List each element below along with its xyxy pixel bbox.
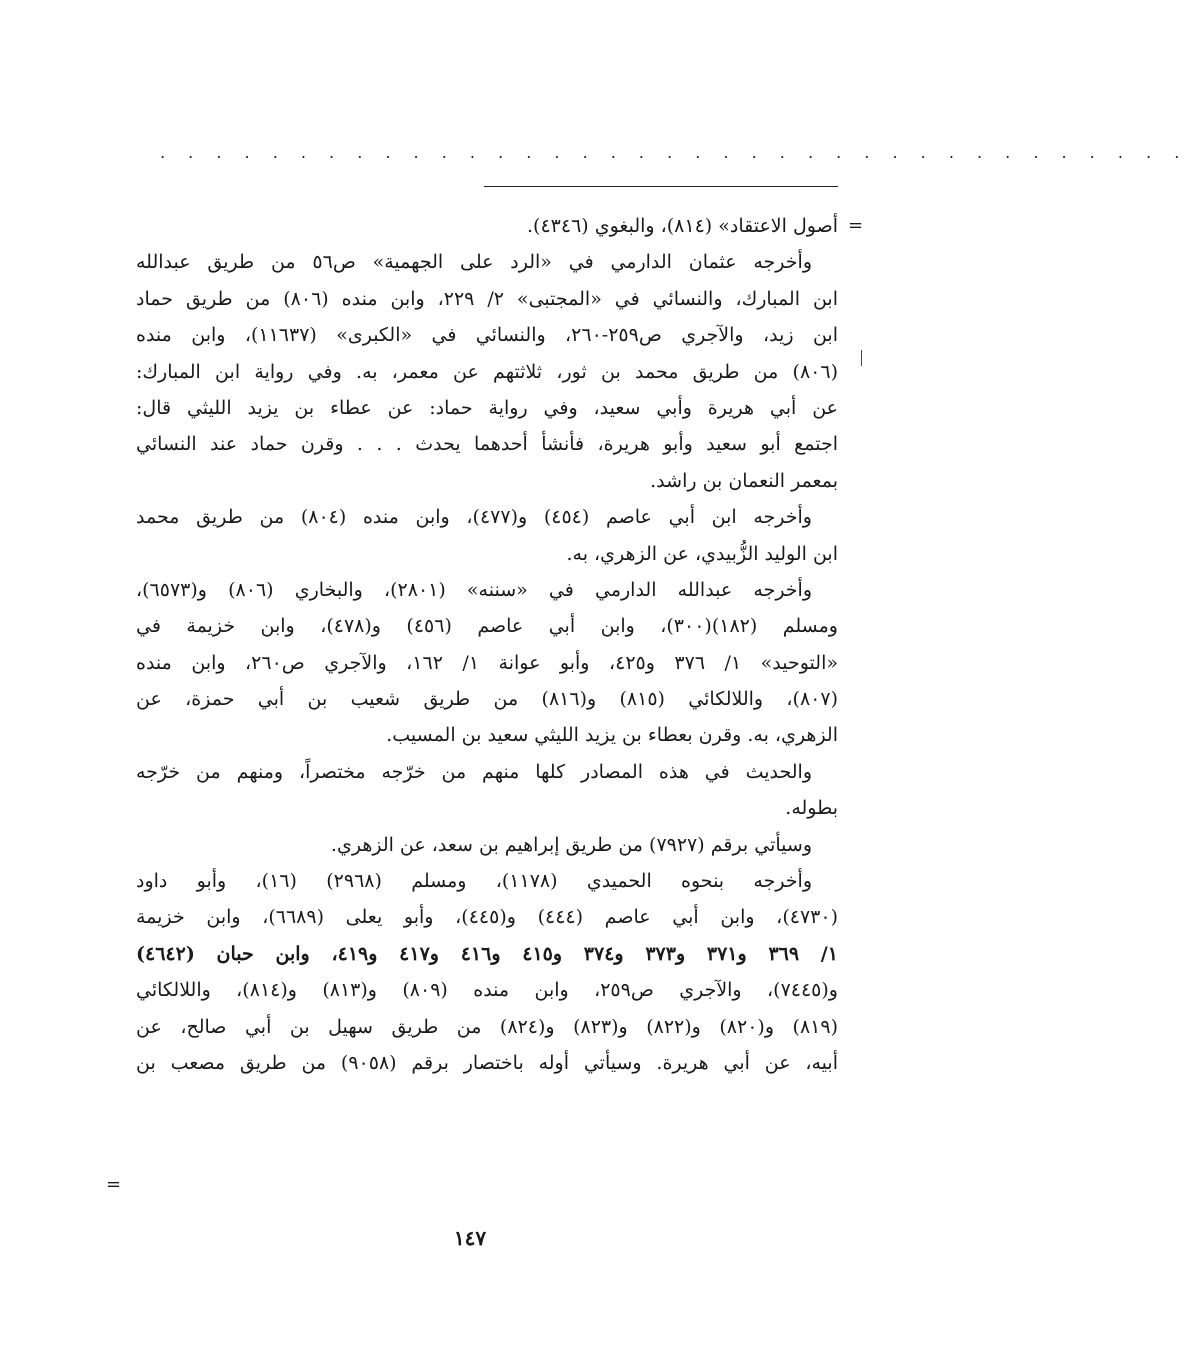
text-line: ابن المبارك، والنسائي في «المجتبى» ٢/ ٢٢٩، وابن منده (٨٠٦) من طريق حماد: [136, 287, 838, 310]
text-line: وسيأتي برقم (٧٩٢٧) من طريق إبراهيم بن سعد، عن الزهري.: [330, 833, 812, 856]
text-line: عن أبي هريرة وأبي سعيد، وفي رواية حماد: عن عطاء بن يزيد الليثي قال:: [136, 396, 838, 419]
continuation-mark-top: =: [848, 215, 864, 236]
text-line: وأخرجه عثمان الدارمي في «الرد على الجهمية» ص٥٦ من طريق عبدالله: [136, 251, 812, 274]
text-line: ومسلم (١٨٢)(٣٠٠)، وابن أبي عاصم (٤٥٦) و(٤٧٨)، وابن خزيمة في: [136, 615, 838, 638]
footnote-rule: [484, 186, 838, 187]
text-line: أصول الاعتقاد» (٨١٤)، والبغوي (٤٣٤٦).: [527, 215, 838, 237]
text-line: (٨٠٦) من طريق محمد بن ثور، ثلاثتهم عن معمر، به. وفي رواية ابن المبارك:: [136, 360, 838, 383]
text-line: ابن الوليد الزُّبيدي، عن الزهري، به.: [566, 542, 838, 565]
text-line: ابن زيد، والآجري ص٢٥٩-٢٦٠، والنسائي في «الكبرى» (١١٦٣٧)، وابن منده: [136, 324, 838, 347]
text-line: بمعمر النعمان بن راشد.: [650, 469, 838, 492]
text-line: (٨٠٧)، واللالكائي (٨١٥) و(٨١٦) من طريق شعيب بن أبي حمزة، عن: [136, 688, 838, 711]
text-line: الزهري، به. وقرن بعطاء بن يزيد الليثي سعيد بن المسيب.: [386, 724, 838, 747]
footnote-text: [136, 208, 838, 1081]
text-line: (٨١٩) و(٨٢٠) و(٨٢٢) و(٨٢٣) و(٨٢٤) من طريق سهيل بن أبي صالح، عن: [136, 1015, 838, 1038]
text-line: اجتمع أبو سعيد وأبو هريرة، فأنشأ أحدهما يحدث . . . وقرن حماد عند النسائي: [136, 433, 838, 456]
continuation-mark-bottom: =: [106, 1174, 122, 1195]
text-line: و(٧٤٤٥)، والآجري ص٢٥٩، وابن منده (٨٠٩) و(٨١٣) و(٨١٤)، واللالكائي: [136, 979, 838, 1002]
text-line: وأخرجه عبدالله الدارمي في «سننه» (٢٨٠١)، والبخاري (٨٠٦) و(٦٥٧٣)،: [136, 578, 813, 601]
margin-mark: [861, 350, 862, 366]
text-line: «التوحيد» ١/ ٣٧٦ و٤٢٥، وأبو عوانة ١/ ١٦٢، والآجري ص٢٦٠، وابن منده: [136, 651, 838, 674]
text-line: والحديث في هذه المصادر كلها منهم من خرّجه مختصراً، ومنهم من خرّجه: [136, 760, 812, 783]
text-line: ١/ ٣٦٩ و٣٧١ و٣٧٣ و٣٧٤ و٤١٥ و٤١٦ و٤١٧ و٤١٩، وابن حبان (٤٦٤٢): [136, 942, 838, 965]
page-number: ١٤٧: [453, 1226, 487, 1250]
text-line: وأخرجه بنحوه الحميدي (١١٧٨)، ومسلم (٢٩٦٨) (١٦)، وأبو داود: [136, 870, 813, 893]
text-line: بطوله.: [785, 797, 838, 820]
text-line: وأخرجه ابن أبي عاصم (٤٥٤) و(٤٧٧)، وابن منده (٨٠٤) من طريق محمد: [136, 506, 812, 529]
separator-dots: . . . . . . . . . . . . . . . . . . . . . . . . . . . . . . . . . . . . .: [160, 143, 1188, 162]
text-line: أبيه، عن أبي هريرة. وسيأتي أوله باختصار برقم (٩٠٥٨) من طريق مصعب بن: [136, 1051, 838, 1074]
text-line: (٤٧٣٠)، وابن أبي عاصم (٤٤٤) و(٤٤٥)، وأبو يعلى (٦٦٨٩)، وابن خزيمة: [136, 906, 838, 929]
